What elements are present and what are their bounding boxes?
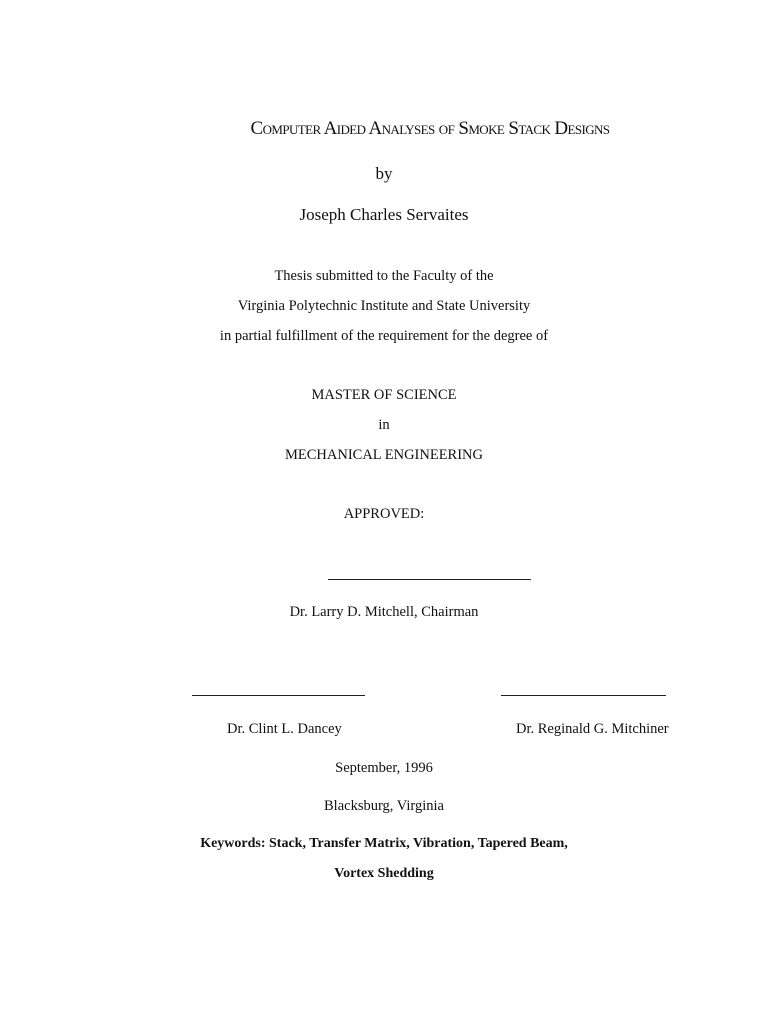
committee-member-right: Dr. Reginald G. Mitchiner	[516, 721, 669, 737]
thesis-date: September, 1996	[335, 760, 433, 776]
by-label: by	[375, 164, 393, 183]
submission-line-1: Thesis submitted to the Faculty of the	[274, 268, 494, 284]
degree-name: MASTER OF SCIENCE	[311, 387, 457, 403]
committee-member-left: Dr. Clint L. Dancey	[227, 721, 342, 737]
degree-in: in	[378, 417, 390, 433]
submission-line-2: Virginia Polytechnic Institute and State University	[237, 298, 531, 314]
author-name: Joseph Charles Servaites	[299, 205, 469, 224]
committee-left-signature-line	[192, 695, 365, 696]
approved-label: APPROVED:	[343, 506, 425, 522]
keywords-line-2: Vortex Shedding	[334, 866, 434, 881]
chairman-signature-line	[328, 579, 531, 580]
degree-field: MECHANICAL ENGINEERING	[284, 447, 483, 463]
committee-right-signature-line	[501, 695, 666, 696]
thesis-title: Computer Aided Analyses of Smoke Stack Designs	[250, 118, 610, 139]
submission-line-3: in partial fulfillment of the requirement for the degree of	[219, 328, 549, 344]
keywords-line-1: Keywords: Stack, Transfer Matrix, Vibration, Tapered Beam,	[200, 836, 568, 851]
thesis-location: Blacksburg, Virginia	[324, 798, 444, 814]
chairman-name: Dr. Larry D. Mitchell, Chairman	[289, 604, 479, 620]
